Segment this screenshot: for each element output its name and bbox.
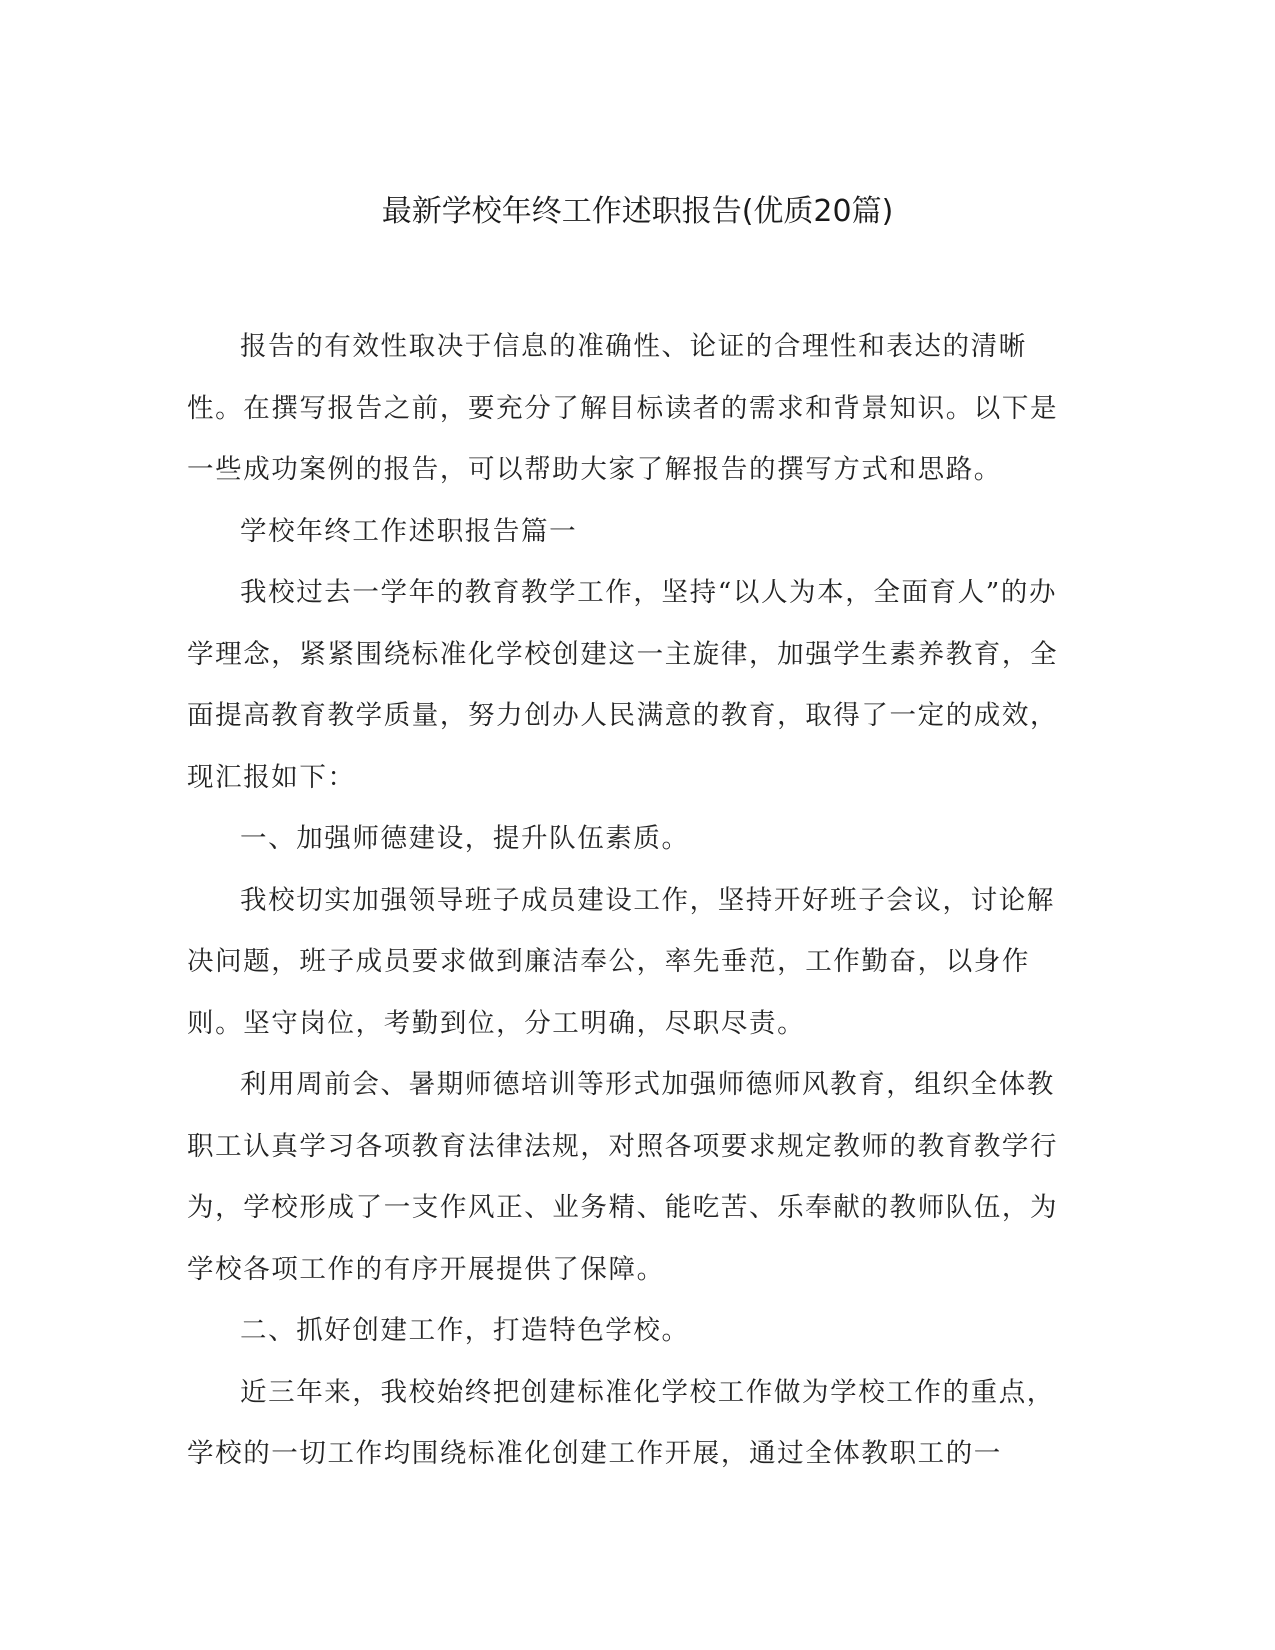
document-body bbox=[187, 316, 1067, 1485]
subsection-heading: 一、加强师德建设，提升队伍素质。 bbox=[240, 823, 690, 854]
paragraph: 近三年来，我校始终把创建标准化学校工作做为学校工作的重点，学校的一切工作均围绕标准化创建工作开展，通过全体教职工的一 bbox=[187, 1376, 1055, 1469]
paragraph: 我校过去一学年的教育教学工作，坚持“以人为本，全面育人”的办学理念，紧紧围绕标准化学校创建这一主旋律，加强学生素养教育，全面提高教育教学质量，努力创办人民满意的教育，取得了一定的成效，现汇报如下： bbox=[187, 577, 1059, 793]
document-title: 最新学校年终工作述职报告(优质20篇) bbox=[381, 194, 894, 229]
subsection-heading: 二、抓好创建工作，打造特色学校。 bbox=[240, 1315, 690, 1346]
paragraph: 利用周前会、暑期师德培训等形式加强师德师风教育，组织全体教职工认真学习各项教育法律法规，对照各项要求规定教师的教育教学行为，学校形成了一支作风正、业务精、能吃苦、乐奉献的教师队伍，为学校各项工作的有序开展提供了保障。 bbox=[187, 1069, 1059, 1285]
paragraph-intro: 报告的有效性取决于信息的准确性、论证的合理性和表达的清晰性。在撰写报告之前，要充分了解目标读者的需求和背景知识。以下是一些成功案例的报告，可以帮助大家了解报告的撰写方式和思路。 bbox=[187, 331, 1059, 485]
section-heading: 学校年终工作述职报告篇一 bbox=[240, 515, 578, 547]
paragraph: 我校切实加强领导班子成员建设工作，坚持开好班子会议，讨论解决问题，班子成员要求做到廉洁奉公，率先垂范，工作勤奋，以身作则。坚守岗位，考勤到位，分工明确，尽职尽责。 bbox=[187, 884, 1055, 1039]
